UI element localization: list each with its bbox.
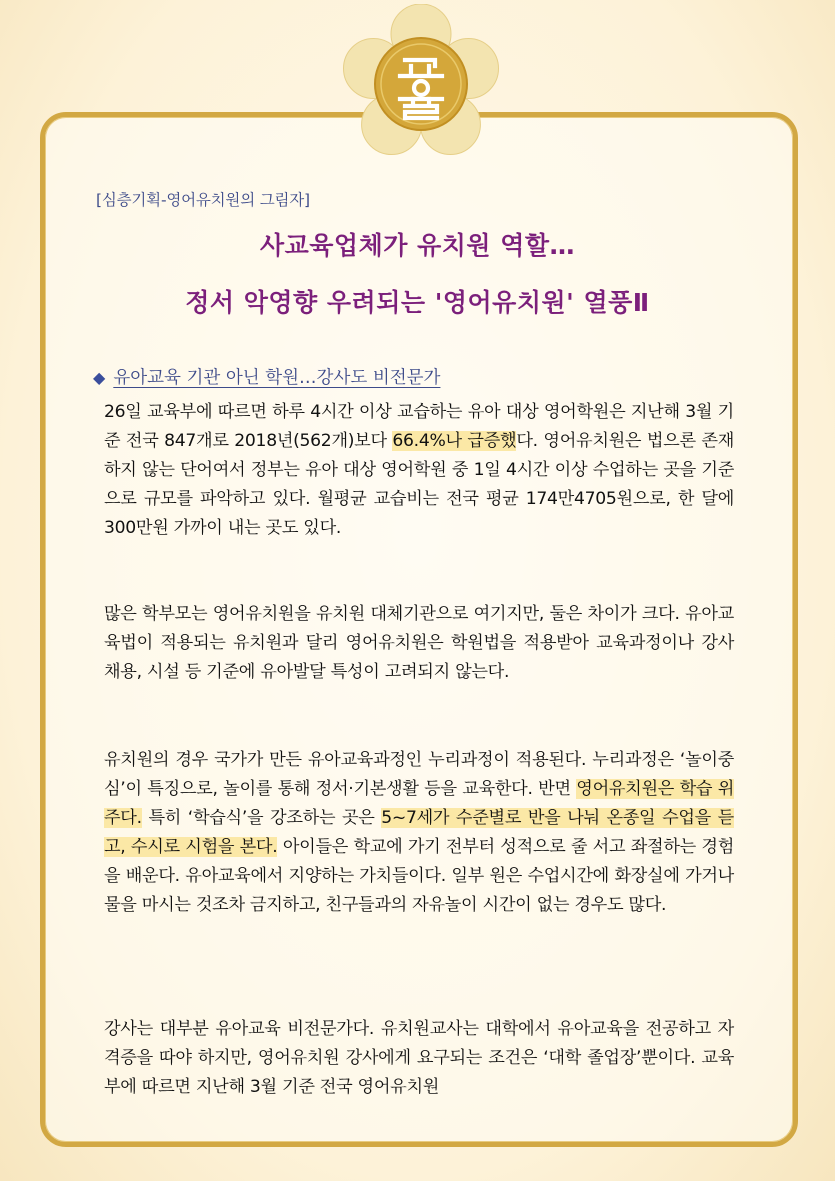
- headline-line-1: 사교육업체가 유치원 역할…: [259, 231, 576, 260]
- paragraph-3-highlight-1: 영어유치원은 학습 위주다.: [104, 779, 734, 828]
- diamond-bullet-icon: ◆: [93, 368, 106, 387]
- paragraph-3-highlight-2: 5~7세가 수준별로 반을 나눠 온종일 수업을 듣고, 수시로 시험을 본다.: [104, 808, 734, 857]
- series-tag: [심층기획-영어유치원의 그림자]: [96, 191, 310, 209]
- paragraph-1: [104, 398, 734, 543]
- paragraph-3: [104, 746, 734, 920]
- emblem-text: 교육: [341, 4, 343, 5]
- paragraph-2: 많은 학부모는 영어유치원을 유치원 대체기관으로 여기지만, 둘은 차이가 크다. 유아교육법이 적용되는 유치원과 달리 영어유치원은 학원법을 적용받아 교육과정이나 강사 채용, 시설 등 기준에 유아발달 특성이 고려되지 않는다.: [104, 604, 734, 682]
- paragraph-1-text-c: 다. 영어유치원은 법으론 존재하지 않는 단어여서 정부는 유아 대상 영어학원 중 1일 4시간 이상 수업하는 곳을 기준으로 규모를 파악하고 있다. 월평균 교습비는 전국 평균 174만4705원으로, 한 달에 300만원 가까이 내는 곳도 있다.: [104, 431, 734, 538]
- section-heading: [93, 364, 440, 389]
- headline-line-2: 정서 악영향 우려되는 '영어유치원' 열풍Ⅱ: [185, 288, 650, 317]
- paragraph-3-text-a: 유치원의 경우 국가가 만든 유아교육과정인 누리과정이 적용된다. 누리과정은 ‘놀이중심’이 특징으로, 놀이를 통해 정서·기본생활 등을 교육한다. 반면: [104, 750, 734, 799]
- paragraph-1-text-a: 26일 교육부에 따르면 하루 4시간 이상 교습하는 유아 대상 영어학원은 지난해 3월 기준 전국 847개로 2018년(562개)보다: [104, 402, 734, 451]
- paragraph-3-text-e: 아이들은 학교에 가기 전부터 성적으로 줄 서고 좌절하는 경험을 배운다. 유아교육에서 지양하는 가치들이다. 일부 원은 수업시간에 화장실에 가거나 물을 마시는 것조차 금지하고, 친구들과의 자유놀이 시간이 없는 경우도 많다.: [104, 837, 735, 915]
- paragraph-4: 강사는 대부분 유아교육 비전문가다. 유치원교사는 대학에서 유아교육을 전공하고 자격증을 따야 하지만, 영어유치원 강사에게 요구되는 조건은 ‘대학 졸업장’뿐이다. 교육부에 따르면 지난해 3월 기준 전국 영어유치원: [104, 1019, 734, 1097]
- section-heading-text: 유아교육 기관 아닌 학원…강사도 비전문가: [113, 368, 441, 388]
- paragraph-1-highlight: 66.4%나 급증했: [392, 431, 517, 451]
- education-emblem-icon: [341, 4, 501, 164]
- paragraph-3-text-c: 특히 ‘학습식’을 강조하는 곳은: [141, 808, 382, 828]
